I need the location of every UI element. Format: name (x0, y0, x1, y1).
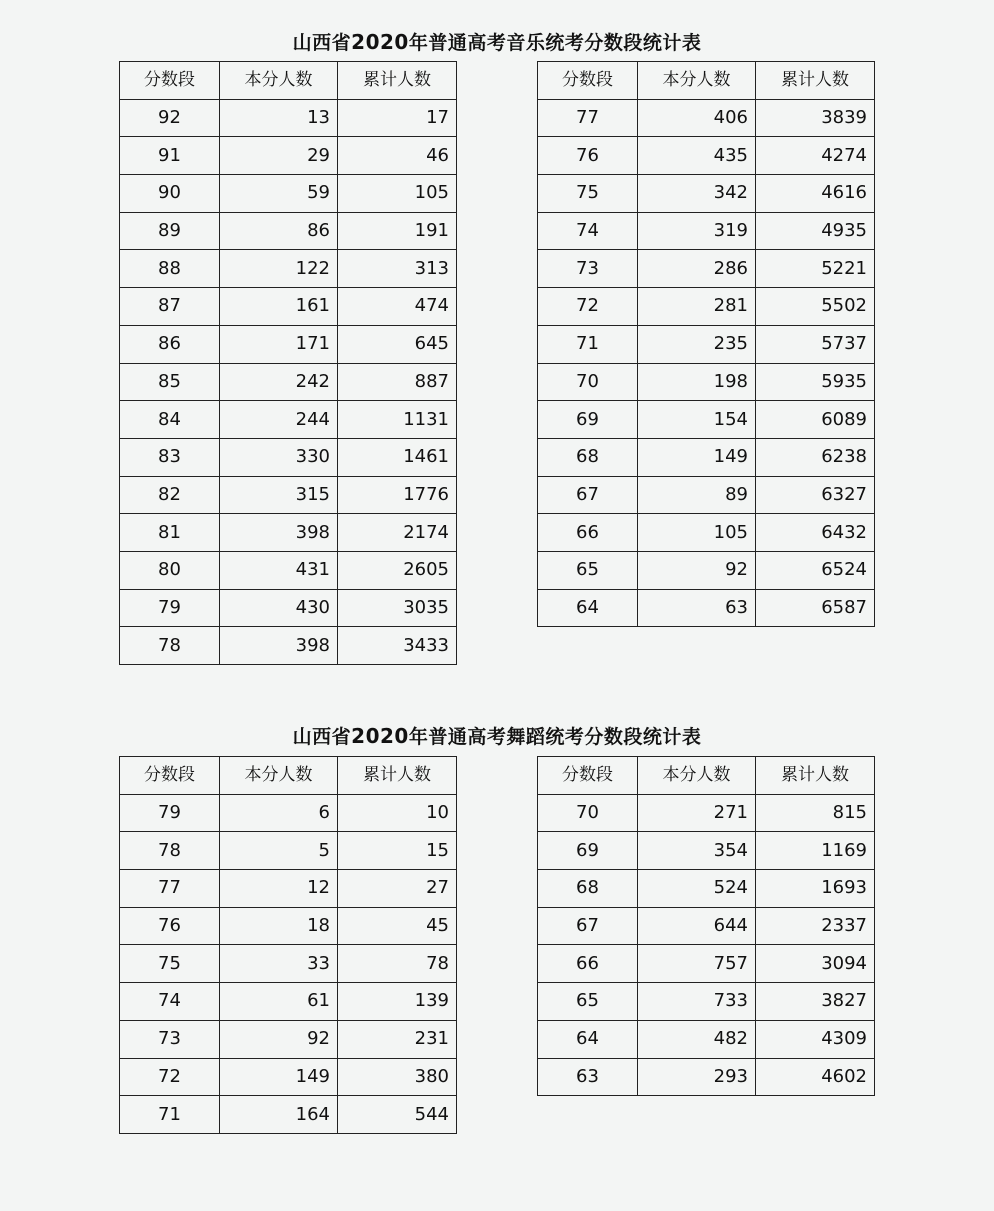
cumulative-cell: 46 (338, 137, 457, 175)
score-cell: 79 (120, 589, 220, 627)
table-row (538, 99, 875, 137)
score-cell: 64 (538, 1020, 638, 1058)
count-cell: 235 (638, 325, 756, 363)
count-cell: 59 (220, 175, 338, 213)
score-cell: 83 (120, 438, 220, 476)
score-cell: 75 (120, 945, 220, 983)
score-cell: 80 (120, 551, 220, 589)
count-cell: 293 (638, 1058, 756, 1096)
cumulative-cell: 5502 (756, 288, 875, 326)
score-cell: 66 (538, 945, 638, 983)
table-row (538, 551, 875, 589)
table-row (120, 99, 457, 137)
count-cell: 5 (220, 832, 338, 870)
table-row (120, 870, 457, 908)
cumulative-cell: 231 (338, 1020, 457, 1058)
header-count: 本分人数 (220, 62, 338, 100)
cumulative-cell: 1693 (756, 870, 875, 908)
header-cumulative: 累计人数 (756, 757, 875, 795)
table-row (120, 137, 457, 175)
cumulative-cell: 6524 (756, 551, 875, 589)
table-row (538, 363, 875, 401)
score-cell: 90 (120, 175, 220, 213)
table-row (120, 1020, 457, 1058)
cumulative-cell: 3827 (756, 983, 875, 1021)
cumulative-cell: 139 (338, 983, 457, 1021)
header-score-range: 分数段 (120, 62, 220, 100)
cumulative-cell: 105 (338, 175, 457, 213)
table-row (538, 907, 875, 945)
count-cell: 149 (638, 438, 756, 476)
score-cell: 79 (120, 794, 220, 832)
cumulative-cell: 4602 (756, 1058, 875, 1096)
count-cell: 92 (220, 1020, 338, 1058)
count-cell: 242 (220, 363, 338, 401)
count-cell: 644 (638, 907, 756, 945)
cumulative-cell: 815 (756, 794, 875, 832)
music-title-suffix: 年普通高考音乐统考分数段统计表 (408, 32, 702, 54)
score-cell: 77 (120, 870, 220, 908)
table-row (120, 794, 457, 832)
dance-title-suffix: 年普通高考舞蹈统考分数段统计表 (408, 726, 702, 748)
count-cell: 757 (638, 945, 756, 983)
score-cell: 68 (538, 870, 638, 908)
table-row (538, 870, 875, 908)
header-cumulative: 累计人数 (338, 62, 457, 100)
table-row (120, 1058, 457, 1096)
count-cell: 86 (220, 212, 338, 250)
cumulative-cell: 3035 (338, 589, 457, 627)
cumulative-cell: 15 (338, 832, 457, 870)
cumulative-cell: 4616 (756, 175, 875, 213)
score-cell: 91 (120, 137, 220, 175)
table-row (120, 363, 457, 401)
table-row (538, 137, 875, 175)
table-header-row (120, 62, 457, 100)
cumulative-cell: 1776 (338, 476, 457, 514)
table-row (120, 1096, 457, 1134)
score-cell: 72 (120, 1058, 220, 1096)
table-row (120, 438, 457, 476)
music-table-right (537, 61, 875, 627)
table-row (538, 250, 875, 288)
count-cell: 12 (220, 870, 338, 908)
table-row (538, 438, 875, 476)
count-cell: 161 (220, 288, 338, 326)
table-row (120, 832, 457, 870)
cumulative-cell: 4274 (756, 137, 875, 175)
table-row (538, 325, 875, 363)
cumulative-cell: 1131 (338, 401, 457, 439)
count-cell: 524 (638, 870, 756, 908)
count-cell: 271 (638, 794, 756, 832)
header-score-range: 分数段 (120, 757, 220, 795)
table-row (120, 983, 457, 1021)
score-cell: 76 (538, 137, 638, 175)
score-cell: 73 (538, 250, 638, 288)
score-cell: 92 (120, 99, 220, 137)
cumulative-cell: 645 (338, 325, 457, 363)
count-cell: 198 (638, 363, 756, 401)
cumulative-cell: 5935 (756, 363, 875, 401)
cumulative-cell: 1461 (338, 438, 457, 476)
table-row (538, 212, 875, 250)
count-cell: 435 (638, 137, 756, 175)
table-row (120, 175, 457, 213)
count-cell: 342 (638, 175, 756, 213)
count-cell: 33 (220, 945, 338, 983)
table-row (120, 401, 457, 439)
score-cell: 88 (120, 250, 220, 288)
dance-title-prefix: 山西省 (292, 726, 352, 748)
score-cell: 70 (538, 363, 638, 401)
score-cell: 76 (120, 907, 220, 945)
score-cell: 78 (120, 627, 220, 665)
count-cell: 164 (220, 1096, 338, 1134)
cumulative-cell: 3839 (756, 99, 875, 137)
score-cell: 71 (120, 1096, 220, 1134)
table-row (120, 212, 457, 250)
header-count: 本分人数 (220, 757, 338, 795)
table-row (120, 627, 457, 665)
table-row (120, 907, 457, 945)
table-row (538, 401, 875, 439)
score-cell: 63 (538, 1058, 638, 1096)
cumulative-cell: 5737 (756, 325, 875, 363)
table-row (120, 514, 457, 552)
table-row (120, 551, 457, 589)
dance-table-left (119, 756, 457, 1134)
table-header-row (538, 62, 875, 100)
count-cell: 286 (638, 250, 756, 288)
count-cell: 63 (638, 589, 756, 627)
count-cell: 92 (638, 551, 756, 589)
table-row (538, 589, 875, 627)
cumulative-cell: 887 (338, 363, 457, 401)
score-cell: 70 (538, 794, 638, 832)
count-cell: 171 (220, 325, 338, 363)
score-cell: 75 (538, 175, 638, 213)
count-cell: 6 (220, 794, 338, 832)
count-cell: 18 (220, 907, 338, 945)
cumulative-cell: 1169 (756, 832, 875, 870)
cumulative-cell: 2174 (338, 514, 457, 552)
table-row (120, 589, 457, 627)
music-title-year: 2020 (351, 30, 409, 54)
count-cell: 281 (638, 288, 756, 326)
count-cell: 61 (220, 983, 338, 1021)
cumulative-cell: 45 (338, 907, 457, 945)
table-row (538, 1020, 875, 1058)
cumulative-cell: 2605 (338, 551, 457, 589)
cumulative-cell: 6238 (756, 438, 875, 476)
table-row (538, 983, 875, 1021)
cumulative-cell: 474 (338, 288, 457, 326)
score-cell: 78 (120, 832, 220, 870)
score-cell: 74 (538, 212, 638, 250)
score-cell: 87 (120, 288, 220, 326)
count-cell: 315 (220, 476, 338, 514)
header-score-range: 分数段 (538, 757, 638, 795)
cumulative-cell: 6327 (756, 476, 875, 514)
score-cell: 69 (538, 401, 638, 439)
dance-table-right (537, 756, 875, 1096)
header-count: 本分人数 (638, 62, 756, 100)
count-cell: 482 (638, 1020, 756, 1058)
cumulative-cell: 78 (338, 945, 457, 983)
count-cell: 149 (220, 1058, 338, 1096)
count-cell: 430 (220, 589, 338, 627)
count-cell: 89 (638, 476, 756, 514)
table-row (538, 832, 875, 870)
count-cell: 122 (220, 250, 338, 288)
score-cell: 74 (120, 983, 220, 1021)
count-cell: 244 (220, 401, 338, 439)
score-cell: 69 (538, 832, 638, 870)
score-cell: 65 (538, 551, 638, 589)
count-cell: 319 (638, 212, 756, 250)
table-row (538, 945, 875, 983)
cumulative-cell: 2337 (756, 907, 875, 945)
table-row (538, 175, 875, 213)
table-row (120, 945, 457, 983)
count-cell: 330 (220, 438, 338, 476)
score-cell: 68 (538, 438, 638, 476)
header-cumulative: 累计人数 (338, 757, 457, 795)
count-cell: 354 (638, 832, 756, 870)
cumulative-cell: 313 (338, 250, 457, 288)
count-cell: 154 (638, 401, 756, 439)
count-cell: 398 (220, 514, 338, 552)
dance-title-year: 2020 (351, 724, 409, 748)
cumulative-cell: 17 (338, 99, 457, 137)
cumulative-cell: 3433 (338, 627, 457, 665)
table-row (120, 325, 457, 363)
table-row (120, 476, 457, 514)
header-cumulative: 累计人数 (756, 62, 875, 100)
score-cell: 77 (538, 99, 638, 137)
count-cell: 105 (638, 514, 756, 552)
cumulative-cell: 6089 (756, 401, 875, 439)
cumulative-cell: 3094 (756, 945, 875, 983)
music-table-left (119, 61, 457, 665)
cumulative-cell: 27 (338, 870, 457, 908)
cumulative-cell: 6432 (756, 514, 875, 552)
table-row (538, 794, 875, 832)
table-header-row (120, 757, 457, 795)
header-score-range: 分数段 (538, 62, 638, 100)
score-cell: 89 (120, 212, 220, 250)
cumulative-cell: 5221 (756, 250, 875, 288)
table-row (538, 288, 875, 326)
score-cell: 81 (120, 514, 220, 552)
table-row (538, 1058, 875, 1096)
count-cell: 398 (220, 627, 338, 665)
score-cell: 72 (538, 288, 638, 326)
cumulative-cell: 544 (338, 1096, 457, 1134)
score-cell: 85 (120, 363, 220, 401)
music-table-title (0, 28, 994, 55)
count-cell: 13 (220, 99, 338, 137)
score-cell: 71 (538, 325, 638, 363)
table-row (538, 476, 875, 514)
music-title-prefix: 山西省 (292, 32, 352, 54)
header-count: 本分人数 (638, 757, 756, 795)
score-cell: 66 (538, 514, 638, 552)
score-cell: 84 (120, 401, 220, 439)
table-header-row (538, 757, 875, 795)
dance-table-title (0, 722, 994, 749)
score-cell: 86 (120, 325, 220, 363)
cumulative-cell: 4309 (756, 1020, 875, 1058)
score-cell: 73 (120, 1020, 220, 1058)
score-cell: 64 (538, 589, 638, 627)
table-row (120, 250, 457, 288)
score-cell: 82 (120, 476, 220, 514)
count-cell: 431 (220, 551, 338, 589)
table-row (538, 514, 875, 552)
cumulative-cell: 380 (338, 1058, 457, 1096)
score-cell: 67 (538, 907, 638, 945)
cumulative-cell: 4935 (756, 212, 875, 250)
count-cell: 733 (638, 983, 756, 1021)
cumulative-cell: 191 (338, 212, 457, 250)
count-cell: 29 (220, 137, 338, 175)
score-cell: 67 (538, 476, 638, 514)
score-cell: 65 (538, 983, 638, 1021)
table-row (120, 288, 457, 326)
count-cell: 406 (638, 99, 756, 137)
cumulative-cell: 6587 (756, 589, 875, 627)
cumulative-cell: 10 (338, 794, 457, 832)
